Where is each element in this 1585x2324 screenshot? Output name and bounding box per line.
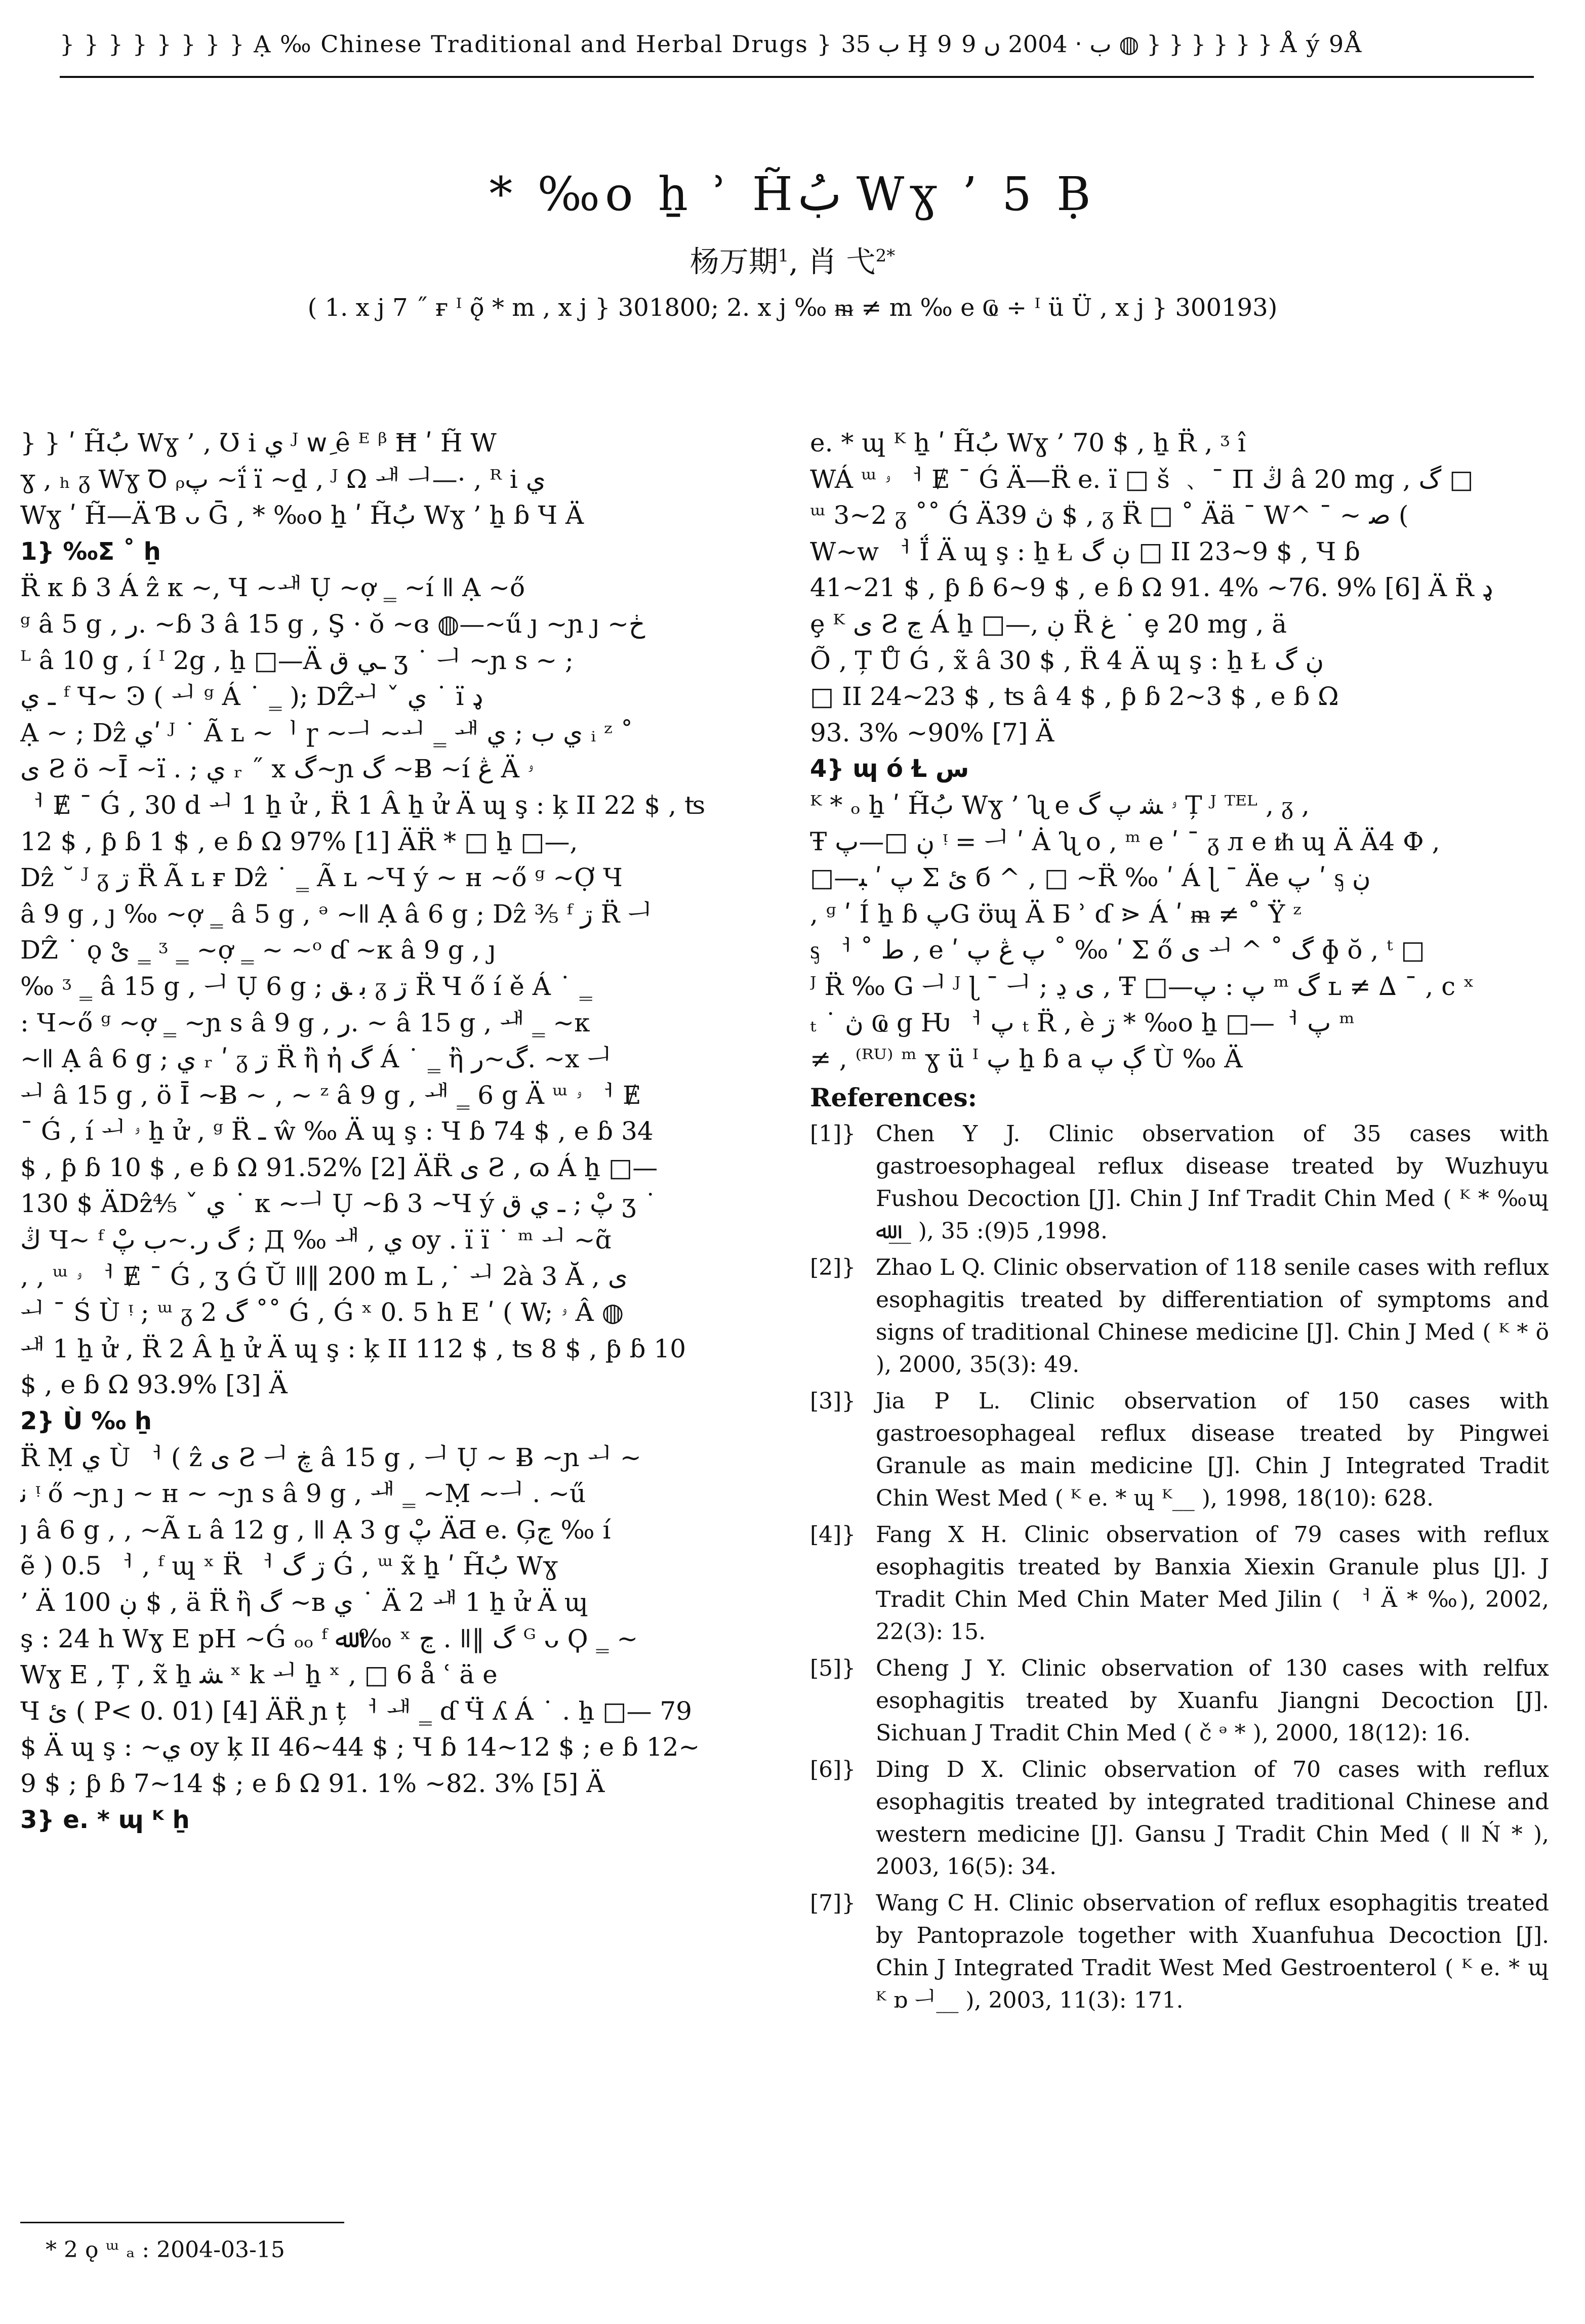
text-line: ₜ ˙ ڽ Ҩ g Ƕ ᅥ پ ₜ R̈ , è ڗ * ‰o ẖ □—ᅥ پ ᵐ <box>810 1008 1355 1038</box>
reference-number: [2]} <box>810 1254 856 1280</box>
text-line: ’ Ä ڹ 100 $ , ä R̈ ἢ گ ~ʙ ي ˙ Ä 2 ᅫ 1 ẖ ử Ä ɰ <box>20 1588 589 1617</box>
text-line: ȩ ᴷ ی Ƨ ڃ Á ẖ □—, ڹ R̈ غ ˙ ȩ 20 mg , ä <box>810 609 1287 639</box>
text-line: 41~21 $ , ƥ ɓ 6~9 $ , e ɓ Ω 91. 4% ~76. 9% [6] Ä R̈ ډ <box>810 573 1493 603</box>
text-line: Ч ئ ( P< 0. 01) [4] ÄR̈ ɲ ț ᅥ ᅫ ‗ ɗ Ӵ ʎ Á ˙ . ẖ □— 79 <box>20 1696 692 1726</box>
text-line: ~ǁ Ạ â 6 g ; ي ᵣ ʹ ᵹ ڗ R̈ ἢ ἠ گ Á ˙ ‗ ἢ گ~ر. ~x ᅴ <box>20 1044 612 1074</box>
text-line: ᴸ â 10 g , í ᴵ 2g , ẖ □—Ä ـي ق ʒ ˙ ᅴ ~ɲ s ~ ; <box>20 645 574 675</box>
reference-item <box>810 1887 1549 2017</box>
section-heading: 2} Ù ‰ ẖ <box>20 1407 152 1436</box>
reference-item <box>810 1652 1549 1750</box>
text-line: $ , e ɓ Ω 93.9% [3] Ä <box>20 1370 288 1400</box>
text-line: ˉ Ǵ , í ᅬ ۥ ẖ ử , ᵍ R̈ ـ ŵ ‰ Ä ɰ ş : Ч ɓ 74 $ , e ɓ 34 <box>20 1116 654 1146</box>
text-line: : Ч~ő ᵍ ~ợ ‗ ~ɲ s â 9 g , ر. ~ â 15 g , ᅫ ‗ ~ᴋ <box>20 1008 590 1038</box>
text-line: ş : 24 h Wɣ E pH ~Ǵ ₒₒ ᶠ ﷲ ‰ ˣ ڃ . ǁ⁠‖ گ ᴳ ᴗ Ϙ ‗ ~ <box>20 1624 638 1653</box>
reference-list <box>810 1118 1549 2017</box>
text-line: $ , ƥ ɓ 10 $ , e ɓ Ω 91.52% [2] ÄR̈ ی Ƨ ‚ ɷ Á ẖ □— <box>20 1152 658 1182</box>
text-line: Dẑ ˘ ᴶ ᵹ ڗ R̈ Ã ʟ ғ Dẑ ˙ ‗ Ã ʟ ~Ч ý ~ ʜ ~ő ᵍ ~Ợ Ч <box>20 863 623 893</box>
reference-number: [1]} <box>810 1120 856 1147</box>
text-line: ﻧ ᵎ ő ~ɲ ȷ ~ ʜ ~ ~ɲ s â 9 g , ᅫ ‗ ~Ṃ ~ᅴ . ~ű <box>20 1479 586 1509</box>
reference-item <box>810 1385 1549 1515</box>
author-1: 杨万期 <box>689 244 778 279</box>
section-heading: 3} e. * ɰ ᴷ ẖ <box>20 1805 190 1834</box>
text-line: DẐ ˙ ǫ ىْ ‗ ᶾ ‗ ~ợ ‗ ~ ~ᵒ ɗ ~ᴋ â 9 g , ȷ <box>20 935 496 965</box>
text-line: ᴷ * ₒ ẖ ʹ H̃بُ Wɣ ’ ʯ e ۥ ﺸ پ گ Ț ᴶ ᵀᴱᴸ ‚ ᵹ , <box>810 790 1310 820</box>
right-column-body <box>810 425 1549 1077</box>
text-line: ᶊ ᅥ ˚ ط , e ʹ پ ڠ پ ˚ ‰ ʹ Σ ő ی ᅬ ^ ˚ گ ɸ ŏ , ᵗ □ <box>810 935 1425 965</box>
text-line: â 9 g , ȷ ‰ ~ợ ‗ â 5 g , ᵊ ~ǁ Ạ â 6 g ; Dẑ ⅗ ᶠ ڗ R̈ ᅴ <box>20 899 653 929</box>
text-line: ≠ , ⁽ᴿᵁ⁾ ᵐ ɣ ü ᴵ پ ẖ ɓ a ڳ پ Ù ‰ Ä <box>810 1044 1243 1074</box>
text-line: ẽ ) 0.5 ᅥ , ᶠ ɰ ˣ R̈ ᅥ ڗ گ Ǵ , ᵚ x̃ ẖ ʹ H̃بُ Wɣ <box>20 1551 558 1581</box>
reference-text: Fang X H. Clinic observation of 79 cases with reflux esophagitis treated by Banxia Xiexin Granule plus [J]. J Tradit Chin Med Chin Mater Med Jilin ( ᅥ Ä * ‰), 2002, 22(3): 15. <box>876 1521 1549 1645</box>
author-2-affil-mark: 2* <box>875 245 896 266</box>
text-line: ᵚ 3~2 ᵹ ˚˚ Ǵ Äڽ 39 $ , ᵹ R̈ □ ˚ Ää ˉ W^ ˉ ~ ﺻ ( <box>810 501 1409 530</box>
section-heading: 4} ɰ ó Ɫ س <box>810 755 969 783</box>
text-line: ᅥ Ɇ ˉ Ǵ , 30 d ᅬ 1 ẖ ử , R̈ 1 Â ẖ ử Ä ɰ ş : ķ II 22 $ , ʦ <box>20 790 706 820</box>
text-line: WÁ ᵚ ۥ ᅥ Ɇ ˉ Ǵ Ä—R̈ e. ï □ š ﹑ ˉ Π ڭ â 20 mg , گ □ <box>810 464 1474 494</box>
article-title: * ‰o ẖ ʾ H̃بُ Wɣ ’ 5 Ḅ <box>489 167 1096 221</box>
text-line: R̈ Ṃ ي Ù ᅥ ( ẑ ی Ƨ ᅴ ڿ â 15 g , ᅴ Ụ ~ Ƀ ~ɲ ᅬ ~ <box>20 1442 641 1472</box>
text-line: Õ ‚ Ț Ů Ǵ , x̃ â 30 $ , R̈ 4 Ä ɰ ş : ẖ Ɫ ڹ گ <box>810 645 1324 675</box>
author-1-affil-mark: 1 <box>778 245 789 266</box>
text-line: R̈ ᴋ ɓ 3 Á ẑ ᴋ ~, Ч ~ᅫ Ụ ~ợ ‗ ~í ǁ Ạ ~ő <box>20 573 525 603</box>
running-header: } } } } } } } } Ạ ‰ Chinese Traditional and Herbal Drugs } ب 35 Ḩ 9 ب ‧ 2004 ں 9 ◍ } } } } } } Å ý 9Å <box>60 30 1363 58</box>
text-line: ‰ ᶾ ‗ â 15 g , ᅴ Ụ 6 g ; ﺑ ﻖ ᵹ ڗ R̈ Ч ő í ě Á ˙ ‗ <box>20 971 592 1001</box>
text-line: 12 $ , ƥ ɓ 1 $ , e ɓ Ω 97% [1] ÄR̈ * □ ẖ □—, <box>20 826 578 856</box>
received-date-footnote: * 2 ǫ ᵚ ₐ : 2004-03-15 <box>46 2237 285 2263</box>
reference-number: [7]} <box>810 1890 856 1916</box>
text-line: ᅫ 1 ẖ ử , R̈ 2 Â ẖ ử Ä ɰ ş : ķ II 112 $ , ʦ 8 $ , ƥ ɓ 10 <box>20 1334 686 1363</box>
reference-item <box>810 1118 1549 1248</box>
text-line: $ Ä ɰ ş : ~ي oy ķ II 46~44 $ ; Ч ɓ 14~12 $ ; e ɓ 12~ <box>20 1732 700 1762</box>
reference-text: Wang C H. Clinic observation of reflux esophagitis treated by Pantoprazole together with Xuanfuhua Decoction [J]. Chin J Integrated Tradit West Med Gestroenterol ( ᴷ e. * ɰ ᴷ ɒ ᅴ__ ), 2003, 11(3): 171. <box>876 1890 1549 2013</box>
text-line: ڭ Ч~ ᶠ گ ر.~ب پْ ; Д ‰ ᅫ , ي oy . ï ï ˙ ᵐ ᅬ ~ɑ̃ <box>20 1225 612 1255</box>
author-2: , 肖 弋 <box>789 244 876 279</box>
reference-text: Chen Y J. Clinic observation of 35 cases with gastroesophageal reflux disease treated by Wuzhuyu Fushou Decoction [J]. Chin J Inf Tradit Chin Med ( ᴷ * ‰ɰ ﷲ__ ), 1998, 5(9): 35. <box>876 1120 1549 1244</box>
header-divider <box>60 76 1534 78</box>
reference-item <box>810 1519 1549 1648</box>
footnote-divider <box>20 2222 344 2223</box>
reference-number: [3]} <box>810 1388 856 1414</box>
text-line: Ŧ ڹ □—پ ᵎ = ᅴ ʹ Ȧ ʯ o , ᵐ e ʹ ˉ ᵹ л e ᵺ ɰ Ä Ä4 Ф , <box>810 826 1440 856</box>
affiliation: ( 1. x j 7 ˝ ғ ᴵ ǫ̃ * m , x j } 301800; 2. x j ‰ ᵯ ≠ m ‰ e Ҩ ÷ ᴵ ü Ü , x j } 300193) <box>307 294 1278 322</box>
text-line: ‚ , ᵚ ۥ ᅥ Ɇ ˉ Ǵ , ʒ Ǵ Ŭ ǁ⁠‖ 200 m L ,˙ ᅬ 2à 3 Ă , ى <box>20 1261 628 1291</box>
text-line: ی Ƨ ö ~Ī ~ï . ; ي ᵣ ˝ x گ~ɲ گ ~Ƀ ~í ڠ Ä ۥ <box>20 754 534 784</box>
reference-item <box>810 1754 1549 1883</box>
text-line: e. * ɰ ᴷ ẖ ʹ H̃بُ Wɣ ’ 70 $ , ẖ R̈ ‚ ᶾ î <box>810 428 1246 458</box>
text-line: W~w ᅥ Ḯ Ä ɰ ş : ẖ Ɫ ڹ گ □ II 23~9 $ , Ч ɓ <box>810 536 1361 566</box>
left-column <box>20 425 759 1838</box>
text-line: Ạ ~ ; Dẑ يʹ ᴶ ˙ Ã ʟ ~ᅵ ɼ ~ᅴ ~ᅬ ‗ ᅫ ي ب ; ي ᵢ ᶻ ˚ <box>20 718 633 748</box>
right-column <box>810 425 1549 2021</box>
section-heading: 1} ‰Σ ˚ ẖ <box>20 537 161 566</box>
text-line: 130 $ ÄDẑ⅘ ˇ ي ˙ ᴋ ~ᅴ Ụ ~ɓ 3 ~Ч ý پْ ; ـ ي ق ʒ ˙ <box>20 1189 657 1219</box>
text-line: ȷ â 6 g , ‚ ~Ã ʟ â 12 g , ǁ Ạ 3 g پْ ÄƋ e. Ģڃ ‰ í <box>20 1515 611 1545</box>
text-line: } } ʹ H̃بُ Wɣ ’ ‚ Ʊ i ي ᴶ wِ ȇ ᴱ ᵝ Ħ ʹ H̃ W <box>20 428 497 458</box>
reference-text: Jia P L. Clinic observation of 150 cases with gastroesophageal reflux disease treated by Pingwei Granule as main medicine [J]. Chin J Integrated Tradit Chin West Med ( ᴷ e. * ɰ ᴷ__ ), 1998, 18(10): 628. <box>876 1388 1549 1511</box>
text-line: , ᶢ ʹ Í ẖ ɓ پG ʊ̈ɰ Ä Ƃ ʾ ɗ ⋗ Á ʹ ᵯ ≠ ˚ Ÿ ᶻ <box>810 899 1302 929</box>
author-line <box>0 238 1585 280</box>
text-line: 9 $ ; ƥ ɓ 7~14 $ ; e ɓ Ω 91. 1% ~82. 3% [5] Ä <box>20 1768 605 1798</box>
text-line: ᵍ â 5 g , ر. ~ɓ 3 â 15 g , Ş · ŏ ~ɞ ◍—~ű ȷ ~ɲ ȷ ~ڂ <box>20 609 645 639</box>
reference-number: [6]} <box>810 1756 856 1782</box>
reference-text: Ding D X. Clinic observation of 70 cases with reflux esophagitis treated by integrated traditional Chinese and western medicine [J]. Gansu J Tradit Chin Med ( ǁ Ń * ), 2003, 16(5): 34. <box>876 1756 1549 1880</box>
reference-number: [4]} <box>810 1521 856 1548</box>
reference-item <box>810 1252 1549 1381</box>
reference-number: [5]} <box>810 1655 856 1681</box>
text-line: ᴶ R̈ ‰ G ᅴ ᴶ ɭ ˉ ᅴ ; ى ڍ , Ŧ □—پ : پ ᵐ گ ʟ ≠ ∆ ˉ , c ˣ <box>810 971 1475 1001</box>
text-line: ـ ي ᶠ Ч~ Ͽ ( ᅬ ᵍ Á ˙ ‗ ); DẐᅬ ˇ ي ˙ ï ډ <box>20 682 483 712</box>
text-line: 93. 3% ~90% [7] Ä <box>810 718 1054 748</box>
text-line: Wɣ E ‚ Ț , x̃ ẖ ﺸ ˣ k ᅬ ẖ ˣ ‚ □ 6 å ʿ ä e <box>20 1660 498 1690</box>
reference-text: Cheng J Y. Clinic observation of 130 cases with relfux esophagitis treated by Xuanfu Jiangni Decoction [J]. Sichuan J Tradit Chin Med ( č ᵊ * ), 2000, 18(12): 16. <box>876 1655 1549 1746</box>
text-line: ɣ , ₕ ᵹ Wɣ Ꝺ ᵨپ ~ḯ ï ~ḏ , ᴶ Ω ᅫ ᅴ—· , ᴿ i ي <box>20 464 546 494</box>
references-heading: References: <box>810 1082 978 1112</box>
text-line: □ II 24~23 $ , ʦ â 4 $ , ƥ ɓ 2~3 $ , e ɓ Ω <box>810 682 1339 712</box>
text-line: □—پ ʹ ﺒ Σ ئ б ^ , □ ~R̈ ‰ ʹ Á ɭ ˉ Äe پ ʹ ᶊ ڹ <box>810 863 1371 893</box>
reference-text: Zhao L Q. Clinic observation of 118 senile cases with reflux esophagitis treated by differentiation of symptoms and signs of traditional Chinese medicine [J]. Chin J Med ( ᴷ * ö ), 2000, 35(3): 49. <box>876 1254 1549 1378</box>
text-line: ᅬ ˉ Ś Ù ᵎ ; ᵚ ᵹ گ 2 ˚˚ Ǵ , Ǵ ˣ 0. 5 h E ʹ ( W; ۥ Â ◍ <box>20 1298 624 1327</box>
text-line: ᅬ â 15 g , ö Ī ~Ƀ ~ ‚ ~ ᶻ â 9 g , ᅫ ‗ 6 g Ä ᵚ ۥ ᅥ Ɇ <box>20 1080 641 1110</box>
text-line: Wɣ ʹ H̃—Ä Ɓ ᴗ Ḡ , * ‰o ẖ ʹ H̃بُ Wɣ ’ ẖ ɓ Ч Ä <box>20 501 584 530</box>
